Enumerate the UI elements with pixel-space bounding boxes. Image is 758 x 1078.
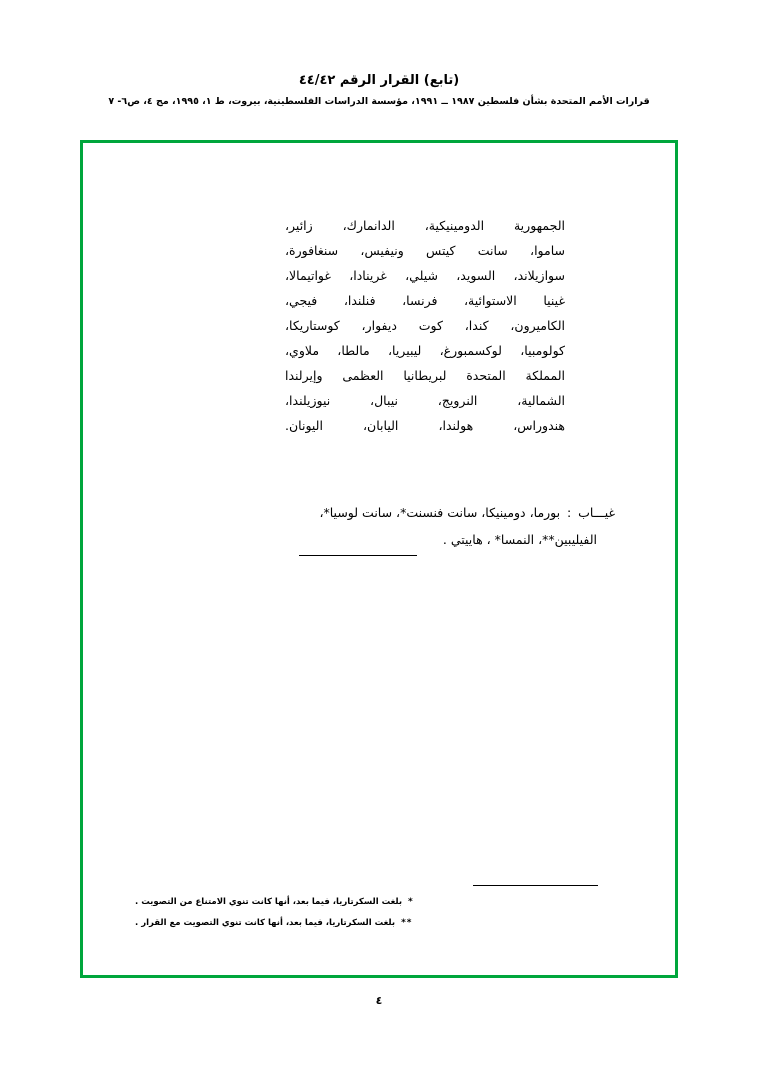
- country-list: [285, 213, 565, 438]
- footnote-item: [135, 895, 605, 910]
- absent-section: [280, 500, 615, 552]
- absent-names-line-2: الفيليبين**، النمسا* ، هاييتي .: [442, 532, 597, 547]
- section-divider: [299, 555, 417, 556]
- footnote-text: بلغت السكرتاريا، فيما بعد، أنها كانت تنوي الامتناع من التصويت .: [135, 897, 403, 907]
- footnote-marker: **: [401, 917, 413, 928]
- footnote-list: [135, 895, 605, 936]
- page-title: (تابع) القرار الرقم ٤٤/٤٢: [298, 73, 460, 88]
- source-citation: قرارات الأمم المتحدة بشأن فلسطين ١٩٨٧ ــ ١٩٩١، مؤسسة الدراسات الفلسطينية، بيروت، ط ١، ١٩٩٥، مج ٤، ص٦- ٧: [108, 96, 650, 108]
- country-line: هندوراس، هولندا، اليابان، اليونان.: [285, 418, 565, 433]
- country-line: كولومبيا، لوكسمبورغ، ليبيريا، مالطا، ملاوي،: [285, 343, 565, 358]
- footnote-marker: *: [408, 897, 414, 907]
- absent-label: غيـــاب: [578, 505, 615, 520]
- absent-names-line-1: بورما، دومينيكا، سانت فنسنت*، سانت لوسيا*،: [319, 505, 561, 520]
- absent-first-row: [280, 500, 615, 525]
- country-line: الشمالية، النرويج، نيبال، نيوزيلندا،: [285, 393, 565, 408]
- absent-colon: :: [567, 505, 572, 520]
- content-frame: [80, 140, 678, 978]
- country-line: غينيا الاستوائية، فرنسا، فنلندا، فيجي،: [285, 293, 565, 308]
- footnote-text: بلغت السكرتاريا، فيما بعد، أنها كانت تنوي التصويت مع القرار .: [135, 917, 396, 928]
- country-line: المملكة المتحدة لبريطانيا العظمى وإيرلندا: [285, 368, 565, 383]
- page-number: ٤: [375, 994, 383, 1007]
- footnote-divider: [473, 885, 598, 886]
- page-header: [0, 72, 758, 108]
- country-line: الكاميرون، كندا، كوت ديفوار، كوستاريكا،: [285, 318, 565, 333]
- country-line: الجمهورية الدومينيكية، الدانمارك، زائير،: [285, 218, 565, 233]
- footnote-item: [135, 916, 605, 931]
- country-line: ساموا، سانت كيتس ونيفيس، سنغافورة،: [285, 243, 565, 258]
- country-line: سوازيلاند، السويد، شيلي، غرينادا، غواتيمالا،: [285, 268, 565, 283]
